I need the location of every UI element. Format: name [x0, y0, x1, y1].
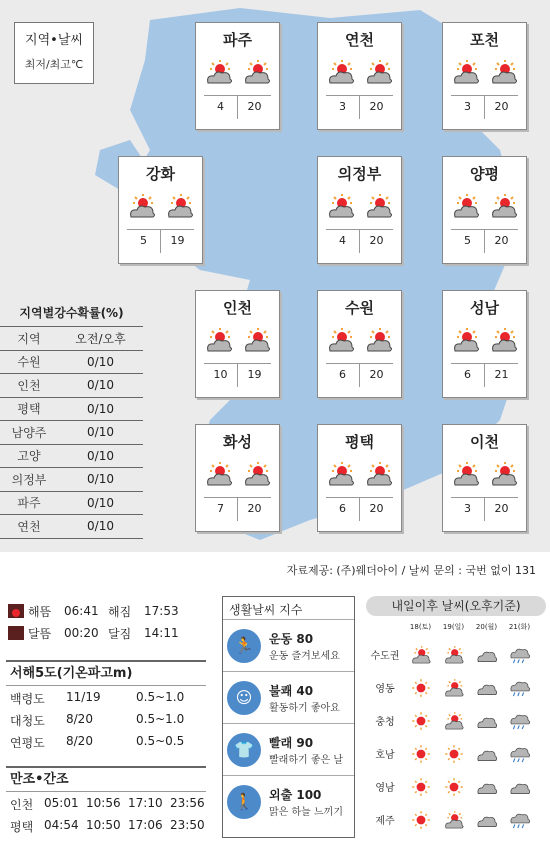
sun-icon [410, 678, 432, 698]
table-row [0, 468, 143, 492]
temp-high: 19 [170, 234, 185, 247]
sun-cloud-icon [489, 327, 519, 353]
city-card-hwaseong [195, 424, 280, 532]
sun-cloud-icon [443, 645, 465, 665]
weekly-forecast [366, 596, 546, 838]
sun-cloud-icon [489, 59, 519, 85]
runner-icon: 🏃 [227, 629, 261, 663]
temp-high: 20 [247, 100, 262, 113]
table-row [10, 734, 210, 751]
life-item-desc: 빨래하기 좋은 날 [269, 754, 343, 766]
rain-probability-table [0, 302, 143, 539]
life-index-box [222, 596, 355, 838]
forecast-title: 내일이후 날씨(오후기준) [366, 596, 546, 616]
city-name: 화성 [223, 433, 252, 451]
rain-value: 0/10 [58, 350, 143, 374]
list-item [366, 737, 546, 770]
sun-cloud-icon [489, 193, 519, 219]
rain-icon [509, 744, 531, 764]
rain-header-region: 지역 [0, 327, 58, 351]
wave-temp: 11/19 [66, 690, 101, 704]
sun-cloud-icon [451, 461, 481, 487]
temp-low: 5 [127, 230, 161, 253]
sun-cloud-icon [364, 327, 394, 353]
tide-time: 10:50 [86, 818, 121, 832]
sun-cloud-icon [364, 59, 394, 85]
table-row [0, 491, 143, 515]
city-name: 인천 [223, 299, 252, 317]
rain-region: 남양주 [0, 421, 58, 445]
temp-low: 3 [451, 96, 485, 119]
forecast-region: 영동 [375, 684, 395, 695]
rain-region: 수원 [0, 350, 58, 374]
sun-cloud-icon [165, 193, 195, 219]
city-name: 연천 [345, 31, 374, 49]
list-item [366, 671, 546, 704]
sun-cloud-icon [204, 59, 234, 85]
sunrise-time: 06:41 [64, 604, 99, 618]
cloud-icon [476, 810, 498, 830]
city-name: 수원 [345, 299, 374, 317]
face-icon: ☺ [227, 681, 261, 715]
tide-time: 17:10 [128, 796, 163, 810]
table-row [0, 444, 143, 468]
temp-low: 10 [204, 364, 238, 387]
moonset-time: 14:11 [144, 626, 179, 640]
life-index-title: 생활날씨 지수 [229, 603, 303, 617]
sun-cloud-icon [451, 193, 481, 219]
tide-time: 23:56 [170, 796, 205, 810]
temp-high: 20 [369, 234, 384, 247]
rain-value: 0/10 [58, 515, 143, 539]
list-item [223, 723, 354, 775]
city-name: 파주 [223, 31, 252, 49]
table-row [0, 397, 143, 421]
temp-high: 20 [494, 234, 509, 247]
sun-cloud-icon [204, 461, 234, 487]
tide-time: 23:50 [170, 818, 205, 832]
tide-time: 05:01 [44, 796, 79, 810]
moon-icon [8, 626, 24, 640]
sun-cloud-icon [204, 327, 234, 353]
legend-box [14, 22, 94, 84]
table-row [10, 712, 210, 729]
list-item [366, 770, 546, 803]
wave-place: 연평도 [10, 736, 45, 750]
cloud-icon [476, 777, 498, 797]
life-item-desc: 맑은 하늘 느끼기 [269, 806, 343, 818]
temp-low: 6 [326, 498, 360, 521]
table-row [0, 374, 143, 398]
sun-moon-times [8, 600, 208, 644]
table-row [0, 350, 143, 374]
temp-high: 20 [369, 502, 384, 515]
sun-cloud-icon [242, 59, 272, 85]
tide-time: 10:56 [86, 796, 121, 810]
sun-icon [410, 810, 432, 830]
sun-cloud-icon [443, 810, 465, 830]
cloud-icon [476, 645, 498, 665]
waves-title: 서해5도(기온파고m) [6, 660, 206, 686]
rain-value: 0/10 [58, 397, 143, 421]
rain-region: 파주 [0, 491, 58, 515]
rain-region: 의정부 [0, 468, 58, 492]
sunset-label: 해짐 [108, 604, 132, 619]
rain-region: 인천 [0, 374, 58, 398]
rain-icon [509, 711, 531, 731]
list-item [366, 704, 546, 737]
city-card-paju [195, 22, 280, 130]
city-name: 성남 [470, 299, 499, 317]
city-card-yeoncheon [317, 22, 402, 130]
moonrise-time: 00:20 [64, 626, 99, 640]
life-item-name: 불쾌 40 [269, 683, 314, 698]
wave-temp: 8/20 [66, 734, 93, 748]
legend-title: 지역•날씨 [25, 33, 83, 48]
table-row [10, 690, 210, 707]
city-card-yangpyeong [442, 156, 527, 264]
city-card-pocheon [442, 22, 527, 130]
walker-icon: 🚶 [227, 785, 261, 819]
sun-icon [410, 777, 432, 797]
wave-height: 0.5~1.0 [136, 690, 185, 704]
temp-low: 7 [204, 498, 238, 521]
sunrise-label: 해뜸 [28, 604, 52, 619]
sun-cloud-icon [242, 461, 272, 487]
wave-height: 0.5~1.0 [136, 712, 185, 726]
forecast-region: 호남 [375, 750, 395, 761]
temp-high: 20 [494, 100, 509, 113]
sun-cloud-icon [242, 327, 272, 353]
sun-cloud-icon [443, 678, 465, 698]
tide-time: 04:54 [44, 818, 79, 832]
life-item-name: 외출 100 [269, 787, 322, 802]
sun-cloud-icon [443, 711, 465, 731]
temp-low: 4 [326, 230, 360, 253]
wave-place: 대청도 [10, 714, 45, 728]
rain-icon [509, 810, 531, 830]
rain-value: 0/10 [58, 444, 143, 468]
life-item-desc: 활동하기 좋아요 [269, 702, 340, 714]
cloud-icon [476, 744, 498, 764]
list-item [366, 803, 546, 836]
rain-value: 0/10 [58, 421, 143, 445]
wave-height: 0.5~0.5 [136, 734, 185, 748]
forecast-region: 제주 [375, 816, 395, 827]
rain-value: 0/10 [58, 491, 143, 515]
temp-high: 20 [369, 368, 384, 381]
cloud-icon [476, 678, 498, 698]
life-item-name: 빨래 90 [269, 735, 314, 750]
cloud-icon [476, 711, 498, 731]
temp-high: 20 [494, 502, 509, 515]
life-item-name: 운동 80 [269, 631, 314, 646]
city-name: 평택 [345, 433, 374, 451]
city-name: 의정부 [337, 165, 382, 183]
sun-cloud-icon [364, 193, 394, 219]
sun-icon [410, 711, 432, 731]
temp-high: 20 [247, 502, 262, 515]
temp-low: 4 [204, 96, 238, 119]
list-item [366, 638, 546, 671]
city-card-seongnam [442, 290, 527, 398]
sun-cloud-icon [364, 461, 394, 487]
table-row [10, 796, 210, 813]
sun-cloud-icon [127, 193, 157, 219]
rain-region: 평택 [0, 397, 58, 421]
forecast-day: 20(월) [475, 623, 498, 631]
wave-temp: 8/20 [66, 712, 93, 726]
table-row [0, 421, 143, 445]
sun-cloud-icon [326, 327, 356, 353]
sun-cloud-icon [326, 193, 356, 219]
sun-cloud-icon [451, 59, 481, 85]
rain-region: 연천 [0, 515, 58, 539]
wave-place: 백령도 [10, 692, 45, 706]
forecast-region: 영남 [375, 783, 395, 794]
rain-value: 0/10 [58, 374, 143, 398]
sun-cloud-icon [489, 461, 519, 487]
city-name: 강화 [146, 165, 175, 183]
city-card-pyeongtaek [317, 424, 402, 532]
city-card-incheon [195, 290, 280, 398]
temp-low: 6 [451, 364, 485, 387]
forecast-region: 충청 [375, 717, 395, 728]
city-card-ganghwa [118, 156, 203, 264]
moonrise-label: 달뜸 [28, 626, 52, 641]
sun-cloud-icon [326, 59, 356, 85]
temp-low: 3 [451, 498, 485, 521]
temp-low: 3 [326, 96, 360, 119]
rain-value: 0/10 [58, 468, 143, 492]
city-card-uijeongbu [317, 156, 402, 264]
list-item [223, 671, 354, 723]
tide-place: 평택 [10, 820, 34, 834]
table-row [0, 515, 143, 539]
table-row [10, 818, 210, 835]
temp-low: 5 [451, 230, 485, 253]
city-name: 포천 [470, 31, 499, 49]
rain-icon [509, 678, 531, 698]
sun-cloud-icon [410, 645, 432, 665]
list-item [223, 775, 354, 827]
rain-header-value: 오전/오후 [58, 327, 143, 351]
city-card-icheon [442, 424, 527, 532]
city-name: 이천 [470, 433, 499, 451]
legend-subtitle: 최저/최고℃ [24, 58, 84, 71]
sunrise-icon [8, 604, 24, 618]
sun-icon [443, 744, 465, 764]
list-item [223, 619, 354, 671]
tide-time: 17:06 [128, 818, 163, 832]
tide-place: 인천 [10, 798, 34, 812]
temp-high: 20 [369, 100, 384, 113]
city-name: 양평 [470, 165, 499, 183]
sun-icon [443, 777, 465, 797]
sun-cloud-icon [451, 327, 481, 353]
life-item-desc: 운동 즐겨보세요 [269, 650, 340, 662]
rain-region: 고양 [0, 444, 58, 468]
forecast-day: 21(화) [508, 623, 531, 631]
city-card-suwon [317, 290, 402, 398]
data-credit: 자료제공: (주)웨더아이 / 날씨 문의 : 국번 없이 131 [286, 564, 536, 577]
temp-high: 21 [494, 368, 509, 381]
sun-icon [410, 744, 432, 764]
moonset-label: 달짐 [108, 626, 132, 641]
rain-table-title: 지역별강수확률(%) [19, 306, 124, 320]
forecast-region: 수도권 [370, 651, 400, 662]
forecast-day: 19(일) [442, 623, 465, 631]
cloud-icon [509, 777, 531, 797]
temp-low: 6 [326, 364, 360, 387]
sunset-time: 17:53 [144, 604, 179, 618]
forecast-day: 18(토) [409, 623, 432, 631]
tides-title: 만조•간조 [6, 766, 206, 792]
temp-high: 19 [247, 368, 262, 381]
sun-cloud-icon [326, 461, 356, 487]
rain-icon [509, 645, 531, 665]
laundry-icon: 👕 [227, 733, 261, 767]
